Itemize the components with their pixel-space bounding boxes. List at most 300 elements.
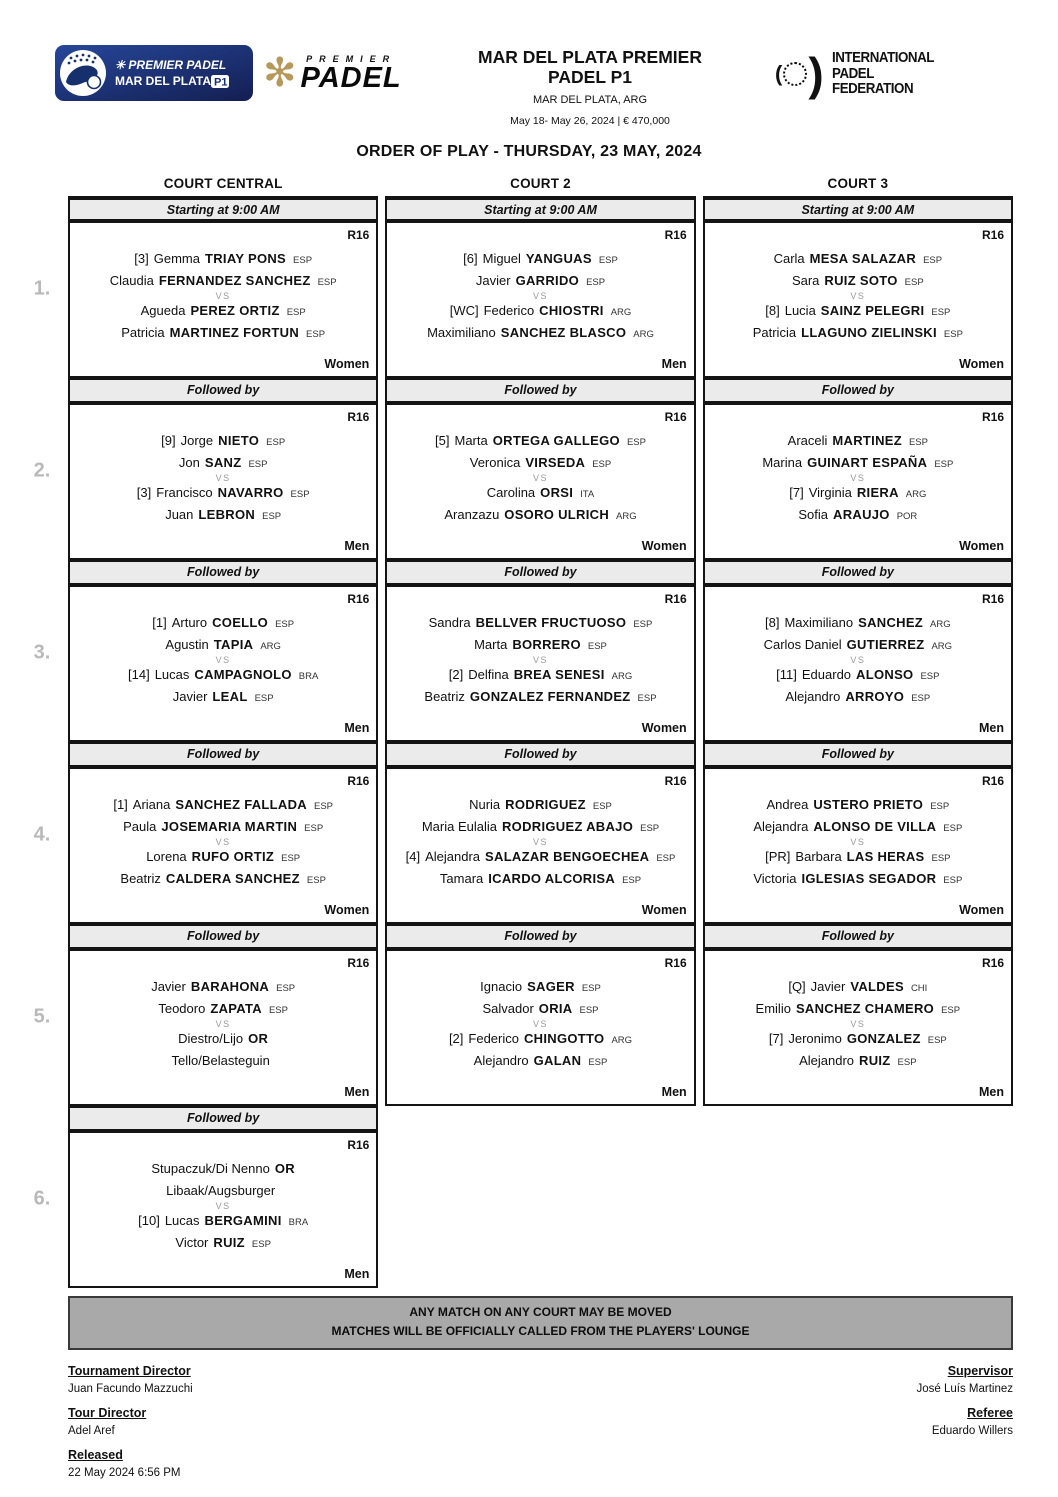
- seed-label: [4]: [405, 849, 421, 865]
- player-last-name: BELLVER FRUCTUOSO: [475, 615, 627, 631]
- player-country: ARG: [610, 307, 632, 319]
- player-last-name: FERNANDEZ SANCHEZ: [158, 273, 311, 289]
- player-line: [77, 250, 369, 269]
- match-box: [68, 1131, 378, 1288]
- player-last-name: RODRIGUEZ ABAJO: [501, 819, 634, 835]
- seed-label: [8]: [765, 303, 780, 319]
- slot-time-header: Starting at 9:00 AM: [385, 196, 695, 221]
- slot-time-header: Followed by: [68, 560, 378, 585]
- player-country: ESP: [251, 1239, 271, 1251]
- match-box: [68, 585, 378, 742]
- player-line: [77, 1160, 369, 1179]
- player-country: ARG: [931, 641, 953, 653]
- player-first-name: Alejandro: [473, 1053, 529, 1069]
- player-first-name: Delfina: [468, 667, 509, 683]
- player-first-name: Jorge: [180, 433, 214, 449]
- player-country: ARG: [611, 671, 633, 683]
- player-last-name: RUIZ: [859, 1053, 891, 1069]
- vs-label: VS: [215, 1201, 231, 1212]
- tournament-dates-prize: May 18- May 26, 2024 | € 470,000: [510, 115, 670, 128]
- player-last-name: LEAL: [212, 689, 248, 705]
- player-line: [394, 1000, 686, 1019]
- slot-time-header: Followed by: [703, 560, 1013, 585]
- vs-label: VS: [532, 1019, 548, 1030]
- gender-label: Men: [344, 1085, 370, 1100]
- player-last-name: CHIOSTRI: [539, 303, 604, 319]
- player-line: [712, 636, 1004, 655]
- gender-label: Women: [641, 903, 687, 918]
- player-first-name: Lucas: [164, 1213, 200, 1229]
- player-line: [394, 978, 686, 997]
- match-box: [703, 767, 1013, 924]
- tournament-location: MAR DEL PLATA, ARG: [532, 94, 648, 107]
- ipf-logo-text: [832, 51, 934, 98]
- match-teams: [77, 1146, 369, 1267]
- player-line: [712, 250, 1004, 269]
- tournament-director-label: Tournament Director: [68, 1363, 191, 1378]
- player-line: [394, 1052, 686, 1071]
- slot-time-header: Followed by: [703, 924, 1013, 949]
- player-country: ESP: [290, 489, 310, 501]
- player-country: ESP: [931, 307, 951, 319]
- player-country: ESP: [598, 255, 618, 267]
- court-header-central: COURT CENTRAL: [163, 176, 283, 192]
- ipf-word-1: INTERNATIONAL: [831, 50, 934, 66]
- player-last-name: SAGER: [527, 979, 575, 995]
- player-line: [77, 484, 369, 503]
- player-last-name: RODRIGUEZ: [505, 797, 586, 813]
- row-number: 2.: [33, 459, 51, 482]
- player-country: BRA: [298, 671, 319, 683]
- player-line: [394, 302, 686, 321]
- ipf-word-2: PADEL: [831, 65, 874, 82]
- svg-text:✳ PREMIER PADEL: ✳ PREMIER PADEL: [115, 58, 227, 72]
- player-country: ARG: [611, 1035, 633, 1047]
- tournament-title-line1: MAR DEL PLATA PREMIER: [478, 47, 702, 67]
- gender-label: Women: [641, 539, 687, 554]
- player-first-name: Ariana: [132, 797, 171, 813]
- player-last-name: NAVARRO: [217, 485, 284, 501]
- referee-label: Referee: [967, 1405, 1013, 1420]
- player-line: [77, 324, 369, 343]
- player-line: [77, 1234, 369, 1253]
- player-last-name: ORTEGA GALLEGO: [492, 433, 620, 449]
- mar-del-plata-event-logo: [55, 45, 253, 101]
- player-first-name: Patricia: [752, 325, 797, 341]
- match-box: [703, 221, 1013, 378]
- player-country: ESP: [248, 459, 268, 471]
- player-country: ARG: [616, 511, 637, 523]
- player-first-name: Marta: [454, 433, 488, 449]
- player-first-name: Eduardo: [801, 667, 852, 683]
- player-line: [394, 250, 686, 269]
- match-teams: [394, 964, 686, 1085]
- player-last-name: COELLO: [212, 615, 269, 631]
- player-country: ESP: [622, 875, 642, 887]
- player-line: [77, 614, 369, 633]
- tour-director-label: Tour Director: [68, 1405, 147, 1420]
- player-line: [712, 454, 1004, 473]
- player-first-name: Arturo: [171, 615, 208, 631]
- ipf-logo: [775, 47, 1010, 100]
- player-country: ESP: [931, 853, 951, 865]
- player-line: [77, 1030, 369, 1049]
- seed-label: [10]: [138, 1213, 160, 1229]
- match-teams: [712, 600, 1004, 721]
- player-first-name: Maximiliano: [427, 325, 496, 341]
- player-line: [712, 324, 1004, 343]
- player-first-name: Victoria: [753, 871, 797, 887]
- round-label: R16: [664, 956, 687, 971]
- player-country: ESP: [275, 619, 295, 631]
- slot-time-header: Followed by: [68, 1106, 378, 1131]
- gender-label: Men: [979, 1085, 1004, 1100]
- player-last-name: ALONSO: [856, 667, 914, 683]
- player-last-name: GONZALEZ FERNANDEZ: [469, 689, 631, 705]
- vs-label: VS: [532, 837, 548, 848]
- match-box: [385, 585, 695, 742]
- player-line: [712, 506, 1004, 525]
- player-country: ESP: [637, 693, 657, 705]
- page-header: [0, 0, 1058, 127]
- player-first-name: Veronica: [469, 455, 521, 471]
- player-line: [77, 506, 369, 525]
- player-first-name: Juan: [165, 507, 194, 523]
- player-last-name: RUIZ: [213, 1235, 245, 1251]
- gender-label: Men: [344, 721, 370, 736]
- player-first-name: Javier: [172, 689, 208, 705]
- vs-label: VS: [850, 291, 866, 302]
- round-label: R16: [347, 410, 370, 425]
- player-first-name: Federico: [468, 1031, 519, 1047]
- player-last-name: SANCHEZ BLASCO: [500, 325, 627, 341]
- footer-right-column: [916, 1364, 1013, 1479]
- player-first-name: Emilio: [755, 1001, 791, 1017]
- supervisor-name: José Luís Martinez: [916, 1382, 1013, 1395]
- player-country: ESP: [923, 255, 943, 267]
- player-last-name: OSORO ULRICH: [504, 507, 610, 523]
- player-first-name: Beatriz: [424, 689, 465, 705]
- player-first-name: Nuria: [469, 797, 501, 813]
- round-label: R16: [347, 956, 370, 971]
- player-first-name: Carolina: [486, 485, 536, 501]
- seed-label: [2]: [448, 1031, 464, 1047]
- tournament-title-line2: PADEL P1: [548, 67, 632, 88]
- player-first-name: Teodoro: [158, 1001, 206, 1017]
- match-box: [703, 403, 1013, 560]
- player-first-name: Jeronimo: [788, 1031, 842, 1047]
- svg-text:P1: P1: [214, 76, 228, 89]
- player-country: ESP: [920, 671, 940, 683]
- row-number: 3.: [33, 641, 51, 664]
- empty-slot: [703, 1106, 1013, 1288]
- player-last-name: JOSEMARIA MARTIN: [161, 819, 298, 835]
- match-box: [703, 949, 1013, 1106]
- star-icon: ✳: [115, 58, 126, 72]
- player-first-name: Aranzazu: [444, 507, 500, 523]
- vs-label: VS: [215, 291, 231, 302]
- player-last-name: ICARDO ALCORISA: [488, 871, 616, 887]
- player-last-name: LEBRON: [198, 507, 256, 523]
- player-last-name: CHINGOTTO: [523, 1031, 605, 1047]
- player-last-name: GALAN: [533, 1053, 582, 1069]
- player-last-name: LLAGUNO ZIELINSKI: [801, 325, 937, 341]
- court-header-2: COURT 2: [510, 176, 571, 192]
- player-last-name: BORRERO: [512, 637, 581, 653]
- referee-name: Eduardo Willers: [931, 1424, 1013, 1437]
- player-first-name: Claudia: [109, 273, 154, 289]
- vs-label: VS: [215, 837, 231, 848]
- player-country: ESP: [934, 459, 954, 471]
- player-line: [712, 666, 1004, 685]
- tour-director-name: Adel Aref: [68, 1424, 115, 1437]
- player-country: ESP: [276, 983, 296, 995]
- player-country: ESP: [943, 823, 963, 835]
- row-number: 1.: [33, 277, 51, 300]
- player-line: [712, 302, 1004, 321]
- player-line: [394, 324, 686, 343]
- footer-left-column: [68, 1364, 193, 1479]
- player-line: [394, 484, 686, 503]
- player-first-name: Alejandro: [785, 689, 841, 705]
- premier-padel-logo-word: PADEL: [300, 61, 402, 94]
- schedule-grid: [68, 196, 1013, 1288]
- player-first-name: Agustin: [165, 637, 209, 653]
- player-last-name: SANCHEZ FALLADA: [175, 797, 307, 813]
- player-line: [712, 1052, 1004, 1071]
- slot-time-header: Followed by: [703, 742, 1013, 767]
- court-headers: [68, 176, 1013, 191]
- court-column-3: [703, 196, 1013, 1288]
- vs-label: VS: [215, 1019, 231, 1030]
- player-line: [77, 1182, 369, 1201]
- player-last-name: MARTINEZ: [832, 433, 902, 449]
- player-line: [77, 796, 369, 815]
- ipf-word-3: FEDERATION: [831, 81, 913, 98]
- slot-time-header: Followed by: [385, 742, 695, 767]
- player-line: [77, 1212, 369, 1231]
- player-last-name: GUINART ESPAÑA: [807, 455, 928, 471]
- round-label: R16: [347, 774, 370, 789]
- player-last-name: LAS HERAS: [846, 849, 925, 865]
- vs-label: VS: [850, 837, 866, 848]
- empty-slot: [385, 1106, 695, 1288]
- player-line: [77, 978, 369, 997]
- player-first-name: Andrea: [766, 797, 809, 813]
- player-first-name: Diestro/Lijo: [178, 1031, 244, 1047]
- player-line: [712, 272, 1004, 291]
- player-line: [77, 636, 369, 655]
- player-country: ESP: [640, 823, 660, 835]
- player-last-name: GONZALEZ: [846, 1031, 921, 1047]
- player-line: [394, 272, 686, 291]
- player-last-name: SALAZAR BENGOECHEA: [485, 849, 650, 865]
- svg-text:MAR DEL PLATA: MAR DEL PLATA: [115, 74, 211, 88]
- player-line: [77, 272, 369, 291]
- player-last-name: SANZ: [204, 455, 242, 471]
- round-label: R16: [981, 774, 1004, 789]
- player-line: [77, 1000, 369, 1019]
- player-country: ARG: [905, 489, 927, 501]
- player-line: [394, 818, 686, 837]
- player-line: [394, 636, 686, 655]
- player-first-name: Sara: [791, 273, 820, 289]
- player-first-name: Alejandra: [753, 819, 809, 835]
- player-first-name: Jon: [178, 455, 200, 471]
- gender-label: Men: [979, 721, 1004, 736]
- player-line: [394, 848, 686, 867]
- player-country: ESP: [306, 875, 326, 887]
- notice-line-1: ANY MATCH ON ANY COURT MAY BE MOVED: [409, 1305, 672, 1320]
- player-last-name: RIERA: [856, 485, 899, 501]
- player-country: ESP: [286, 307, 306, 319]
- page-footer: [68, 1364, 1013, 1479]
- player-country: ESP: [262, 511, 282, 523]
- player-line: [394, 688, 686, 707]
- player-first-name: Virginia: [808, 485, 852, 501]
- seed-label: [1]: [113, 797, 128, 813]
- player-first-name: Carla: [773, 251, 805, 267]
- match-teams: [712, 964, 1004, 1085]
- round-label: R16: [347, 228, 370, 243]
- player-country: ESP: [911, 693, 931, 705]
- player-last-name: VALDES: [850, 979, 904, 995]
- player-country: POR: [896, 511, 918, 523]
- player-first-name: Sofia: [798, 507, 828, 523]
- player-line: [77, 870, 369, 889]
- player-first-name: Marina: [762, 455, 803, 471]
- vs-label: VS: [850, 473, 866, 484]
- player-last-name: GUTIERREZ: [846, 637, 925, 653]
- player-last-name: PEREZ ORTIZ: [190, 303, 280, 319]
- round-label: R16: [981, 410, 1004, 425]
- player-country: ESP: [908, 437, 928, 449]
- notice-line-2: MATCHES WILL BE OFFICIALLY CALLED FROM THE PLAYERS' LOUNGE: [331, 1324, 750, 1339]
- player-country: BRA: [288, 1217, 309, 1229]
- player-line: [394, 454, 686, 473]
- round-label: R16: [664, 774, 687, 789]
- player-country: ESP: [588, 1057, 608, 1069]
- match-teams: [77, 236, 369, 357]
- vs-label: VS: [532, 655, 548, 666]
- player-country: ESP: [656, 853, 676, 865]
- player-last-name: VIRSEDA: [525, 455, 586, 471]
- match-teams: [712, 782, 1004, 903]
- match-box: [385, 949, 695, 1106]
- gender-label: Women: [959, 357, 1004, 372]
- player-last-name: ARROYO: [845, 689, 905, 705]
- match-teams: [77, 600, 369, 721]
- player-line: [394, 432, 686, 451]
- player-last-name: CALDERA SANCHEZ: [165, 871, 300, 887]
- ipf-logo-mark: [775, 47, 824, 100]
- player-line: [712, 870, 1004, 889]
- player-country: ARG: [633, 329, 654, 341]
- court-column-1: [68, 196, 378, 1288]
- player-line: [712, 1000, 1004, 1019]
- player-country: ESP: [626, 437, 646, 449]
- player-last-name: TAPIA: [213, 637, 254, 653]
- player-first-name: Patricia: [121, 325, 165, 341]
- right-paren-icon: ): [808, 47, 824, 100]
- schedule-content: [33, 176, 1013, 1349]
- slot-time-header: Followed by: [385, 378, 695, 403]
- player-first-name: Paula: [123, 819, 157, 835]
- premier-padel-logo: [263, 53, 402, 93]
- player-line: [394, 1030, 686, 1049]
- slot-time-header: Followed by: [385, 924, 695, 949]
- player-last-name: RUIZ SOTO: [824, 273, 898, 289]
- player-line: [712, 432, 1004, 451]
- match-box: [703, 585, 1013, 742]
- match-teams: [77, 964, 369, 1085]
- player-first-name: Victor: [175, 1235, 209, 1251]
- player-last-name: BERGAMINI: [204, 1213, 282, 1229]
- slot-time-header: Starting at 9:00 AM: [68, 196, 378, 221]
- gender-label: Women: [324, 357, 370, 372]
- player-line: [394, 796, 686, 815]
- tournament-title-block: [405, 47, 775, 127]
- seed-label: [5]: [435, 433, 450, 449]
- player-first-name: Alejandro: [799, 1053, 855, 1069]
- gender-label: Men: [661, 1085, 687, 1100]
- player-last-name: SANCHEZ: [858, 615, 924, 631]
- player-line: [712, 796, 1004, 815]
- match-teams: [394, 782, 686, 903]
- player-country: ESP: [927, 1035, 947, 1047]
- player-first-name: Araceli: [787, 433, 828, 449]
- player-line: [77, 818, 369, 837]
- player-country: ARG: [260, 641, 281, 653]
- seed-label: [7]: [768, 1031, 784, 1047]
- player-last-name: BARAHONA: [190, 979, 270, 995]
- player-first-name: Beatriz: [120, 871, 161, 887]
- seed-label: [8]: [765, 615, 780, 631]
- player-first-name: Lorena: [146, 849, 187, 865]
- tournament-director-name: Juan Facundo Mazzuchi: [68, 1382, 193, 1395]
- player-first-name: Gemma: [153, 251, 200, 267]
- match-box: [385, 767, 695, 924]
- player-first-name: Maximiliano: [784, 615, 854, 631]
- vs-label: VS: [850, 655, 866, 666]
- round-label: R16: [347, 1138, 370, 1153]
- player-country: ESP: [943, 875, 963, 887]
- row-number: 4.: [33, 823, 51, 846]
- player-first-name: Salvador: [482, 1001, 534, 1017]
- round-label: R16: [664, 592, 687, 607]
- slot-time-header: Followed by: [68, 378, 378, 403]
- player-country: ITA: [580, 489, 595, 501]
- player-line: [712, 688, 1004, 707]
- player-last-name: OR: [248, 1031, 269, 1047]
- player-last-name: IGLESIAS SEGADOR: [801, 871, 937, 887]
- player-line: [712, 484, 1004, 503]
- player-last-name: NIETO: [218, 433, 260, 449]
- slot-time-header: Followed by: [68, 924, 378, 949]
- round-label: R16: [981, 592, 1004, 607]
- player-line: [394, 506, 686, 525]
- round-label: R16: [981, 228, 1004, 243]
- player-line: [394, 614, 686, 633]
- vs-label: VS: [532, 473, 548, 484]
- player-line: [77, 454, 369, 473]
- player-last-name: ORIA: [538, 1001, 573, 1017]
- match-teams: [394, 600, 686, 721]
- vs-label: VS: [850, 1019, 866, 1030]
- player-country: ESP: [313, 801, 333, 813]
- gender-label: Men: [344, 1267, 370, 1282]
- player-first-name: Carlos Daniel: [763, 637, 842, 653]
